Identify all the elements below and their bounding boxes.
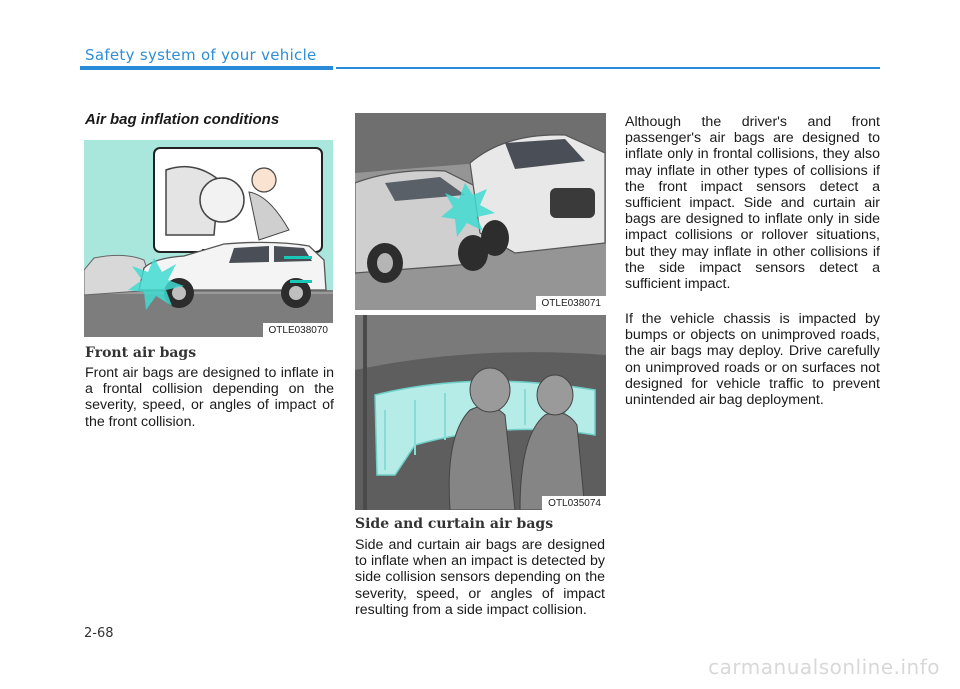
- page-number: 2-68: [84, 626, 114, 641]
- curtain-airbag-illustration: [355, 315, 606, 510]
- front-airbags-body: Front air bags are designed to inflate in a frontal collision depending on the severity, speed, or angles of impact of the front collision.: [85, 365, 334, 430]
- curtain-airbag-figure: [355, 315, 606, 510]
- figure-caption: OTLE038070: [263, 323, 334, 337]
- section-heading: Air bag inflation conditions: [85, 111, 280, 128]
- front-airbags-subhead: Front air bags: [85, 345, 197, 361]
- side-impact-figure: [355, 113, 606, 310]
- header-rule-thick: [80, 66, 333, 70]
- side-curtain-airbags-body: Side and curtain air bags are designed to inflate when an impact is detected by side collision sensors depending on the severity, speed, or angles of impact resulting from a side impact collision.: [355, 537, 605, 618]
- inflation-conditions-paragraph: Although the driver's and front passenger's air bags are designed to inflate only in frontal collisions, they also may inflate in other types of collisions if the front impact sensors detect a sufficient impact. Side and curtain air bags are designed to inflate only in side impact collisions or rollover situations, but they may inflate in other collisions if the side impact sensors detect a sufficient impact.: [625, 114, 880, 293]
- figure-caption: OTL035074: [542, 496, 606, 510]
- front-impact-figure: [84, 140, 333, 337]
- front-impact-illustration: [84, 140, 333, 337]
- watermark: carmanualsonline.info: [708, 655, 940, 679]
- chassis-impact-paragraph: If the vehicle chassis is impacted by bumps or objects on unimproved roads, the air bags may deploy. Drive carefully on unimproved roads or on surfaces not designed for vehicle traffic to prevent unintended air bag deployment.: [625, 311, 880, 409]
- side-curtain-airbags-subhead: Side and curtain air bags: [355, 516, 554, 532]
- figure-caption: OTLE038071: [536, 296, 607, 310]
- chapter-title: Safety system of your vehicle: [85, 46, 317, 64]
- side-impact-illustration: [355, 113, 606, 310]
- header-rule-thin: [336, 67, 880, 69]
